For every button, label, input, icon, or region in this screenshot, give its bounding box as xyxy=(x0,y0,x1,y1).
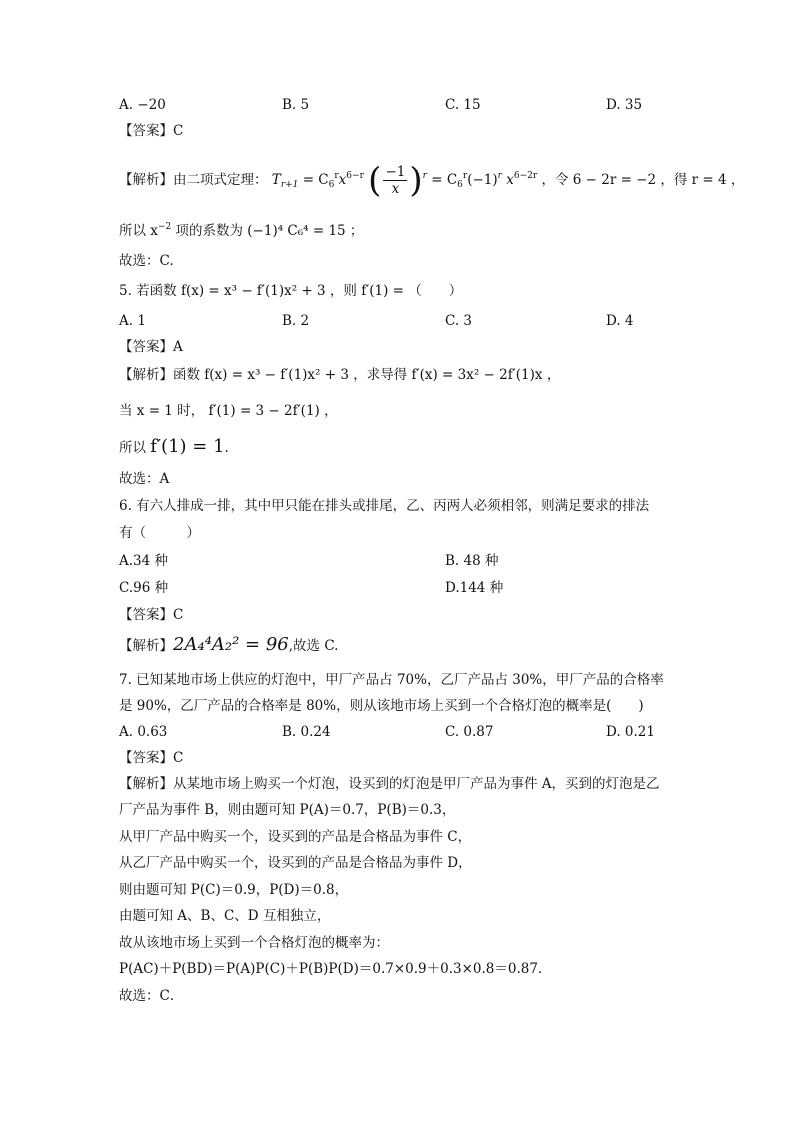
q7-analysis-line-8: P(AC)＋P(BD)＝P(A)P(C)＋P(B)P(D)＝0.7×0.9＋0.3×0.8＝0.87． xyxy=(119,961,552,977)
q4-option-b: B. 5 xyxy=(282,97,310,113)
q7-option-c: C. 0.87 xyxy=(445,724,494,740)
q4-analysis-line-2-mid: 项的系数为 xyxy=(175,223,243,239)
q5-answer: 【答案】A xyxy=(119,339,183,355)
q5-option-c: C. 3 xyxy=(445,313,473,329)
q7-analysis-line-5: 则由题可知 P(C)＝0.9，P(D)＝0.8， xyxy=(119,882,349,898)
q5-analysis-line-1: 【解析】函数 f(x) = x³ − f′(1)x² + 3 ，求导得 f′(x) = 3x² − 2f′(1)x ， xyxy=(119,367,561,383)
q5-analysis-line-2: 当 x = 1 时， f′(1) = 3 − 2f′(1) ， xyxy=(119,403,338,419)
q5-analysis-line-3-suffix: . xyxy=(224,440,229,456)
q6-analysis-suffix: ,故选 C. xyxy=(288,638,339,654)
q5-analysis-line-3 xyxy=(119,438,229,457)
q4-option-a: A. −20 xyxy=(119,97,166,113)
q7-analysis-line-7: 故从该地市场上买到一个合格灯泡的概率为： xyxy=(119,935,389,951)
q6-option-d: D.144 种 xyxy=(445,580,504,596)
q4-analysis-line-1 xyxy=(119,158,744,203)
q4-analysis-label: 【解析】由二项式定理： xyxy=(119,172,268,188)
q4-option-d: D. 35 xyxy=(606,97,643,113)
q7-analysis-line-3: 从甲厂产品中购买一个，设买到的产品是合格品为事件 C， xyxy=(119,829,472,845)
q7-option-d: D. 0.21 xyxy=(606,724,655,740)
q4-coefficient-formula: (−1)⁴ C₆⁴ = 15 ； xyxy=(247,223,364,239)
q5-result-formula: f′(1) = 1 xyxy=(150,436,225,457)
q6-answer: 【答案】C xyxy=(119,607,184,623)
q5-conclusion: 故选：A xyxy=(119,471,170,487)
q6-stem-line-2: 有（ ） xyxy=(119,525,200,541)
q6-analysis xyxy=(119,636,338,655)
q7-answer: 【答案】C xyxy=(119,750,184,766)
q7-analysis-line-1: 【解析】从某地市场上购买一个灯泡，设买到的灯泡是甲厂产品为事件 A，买到的灯泡是乙 xyxy=(119,776,660,792)
q4-binomial-term: $T_{r+1}$ xyxy=(271,172,299,190)
q4-answer: 【答案】C xyxy=(119,123,184,139)
q4-conclusion: 故选：C. xyxy=(119,253,174,269)
q5-option-d: D. 4 xyxy=(606,313,634,329)
q7-analysis-line-2: 厂产品为事件 B，则由题可知 P(A)＝0.7，P(B)＝0.3， xyxy=(119,802,456,818)
q6-option-a: A.34 种 xyxy=(119,553,169,569)
q4-analysis-tail: ，令 6 − 2r = −2 ，得 r = 4 ， xyxy=(541,172,745,188)
q7-option-b: B. 0.24 xyxy=(282,724,331,740)
q5-option-a: A. 1 xyxy=(119,313,146,329)
q4-binomial-expansion: = $C_6^rx^{6-r}$ ( $\frac{-1}{x}$ )$^r = C_6^r(-1)^r$ $x^{6-2r}$ xyxy=(302,160,538,201)
q6-option-c: C.96 种 xyxy=(119,580,169,596)
q6-option-b: B. 48 种 xyxy=(445,553,499,569)
q7-analysis-line-4: 从乙厂产品中购买一个，设买到的产品是合格品为事件 D， xyxy=(119,855,472,871)
q7-stem-line-1: 7. 已知某地市场上供应的灯泡中，甲厂产品占 70%，乙厂产品占 30%，甲厂产品的合格率 xyxy=(119,672,664,688)
q4-analysis-line-2-prefix: 所以 x xyxy=(119,223,158,239)
q5-stem: 5. 若函数 f(x) = x³ − f′(1)x² + 3 ，则 f′(1) = （ ） xyxy=(119,283,463,299)
q7-analysis-line-6: 由题可知 A、B、C、D 互相独立， xyxy=(119,908,331,924)
q5-analysis-line-3-prefix: 所以 xyxy=(119,440,151,456)
q6-stem-line-1: 6. 有六人排成一排，其中甲只能在排头或排尾，乙、丙两人必须相邻，则满足要求的排法 xyxy=(119,498,650,514)
q6-analysis-formula: 2A₄⁴A₂² = 96 xyxy=(173,634,289,655)
q5-option-b: B. 2 xyxy=(282,313,310,329)
q7-conclusion: 故选：C． xyxy=(119,988,184,1004)
q4-analysis-line-2: 所以 $x^{-2}$ 项的系数为 (−1)⁴ C₆⁴ = 15 ； xyxy=(119,222,364,239)
q7-option-a: A. 0.63 xyxy=(119,724,168,740)
q4-option-c: C. 15 xyxy=(445,97,481,113)
q6-analysis-label: 【解析】 xyxy=(119,638,173,654)
q7-stem-line-2: 是 90%，乙厂产品的合格率是 80%，则从该地市场上买到一个合格灯泡的概率是( ) xyxy=(119,698,644,714)
